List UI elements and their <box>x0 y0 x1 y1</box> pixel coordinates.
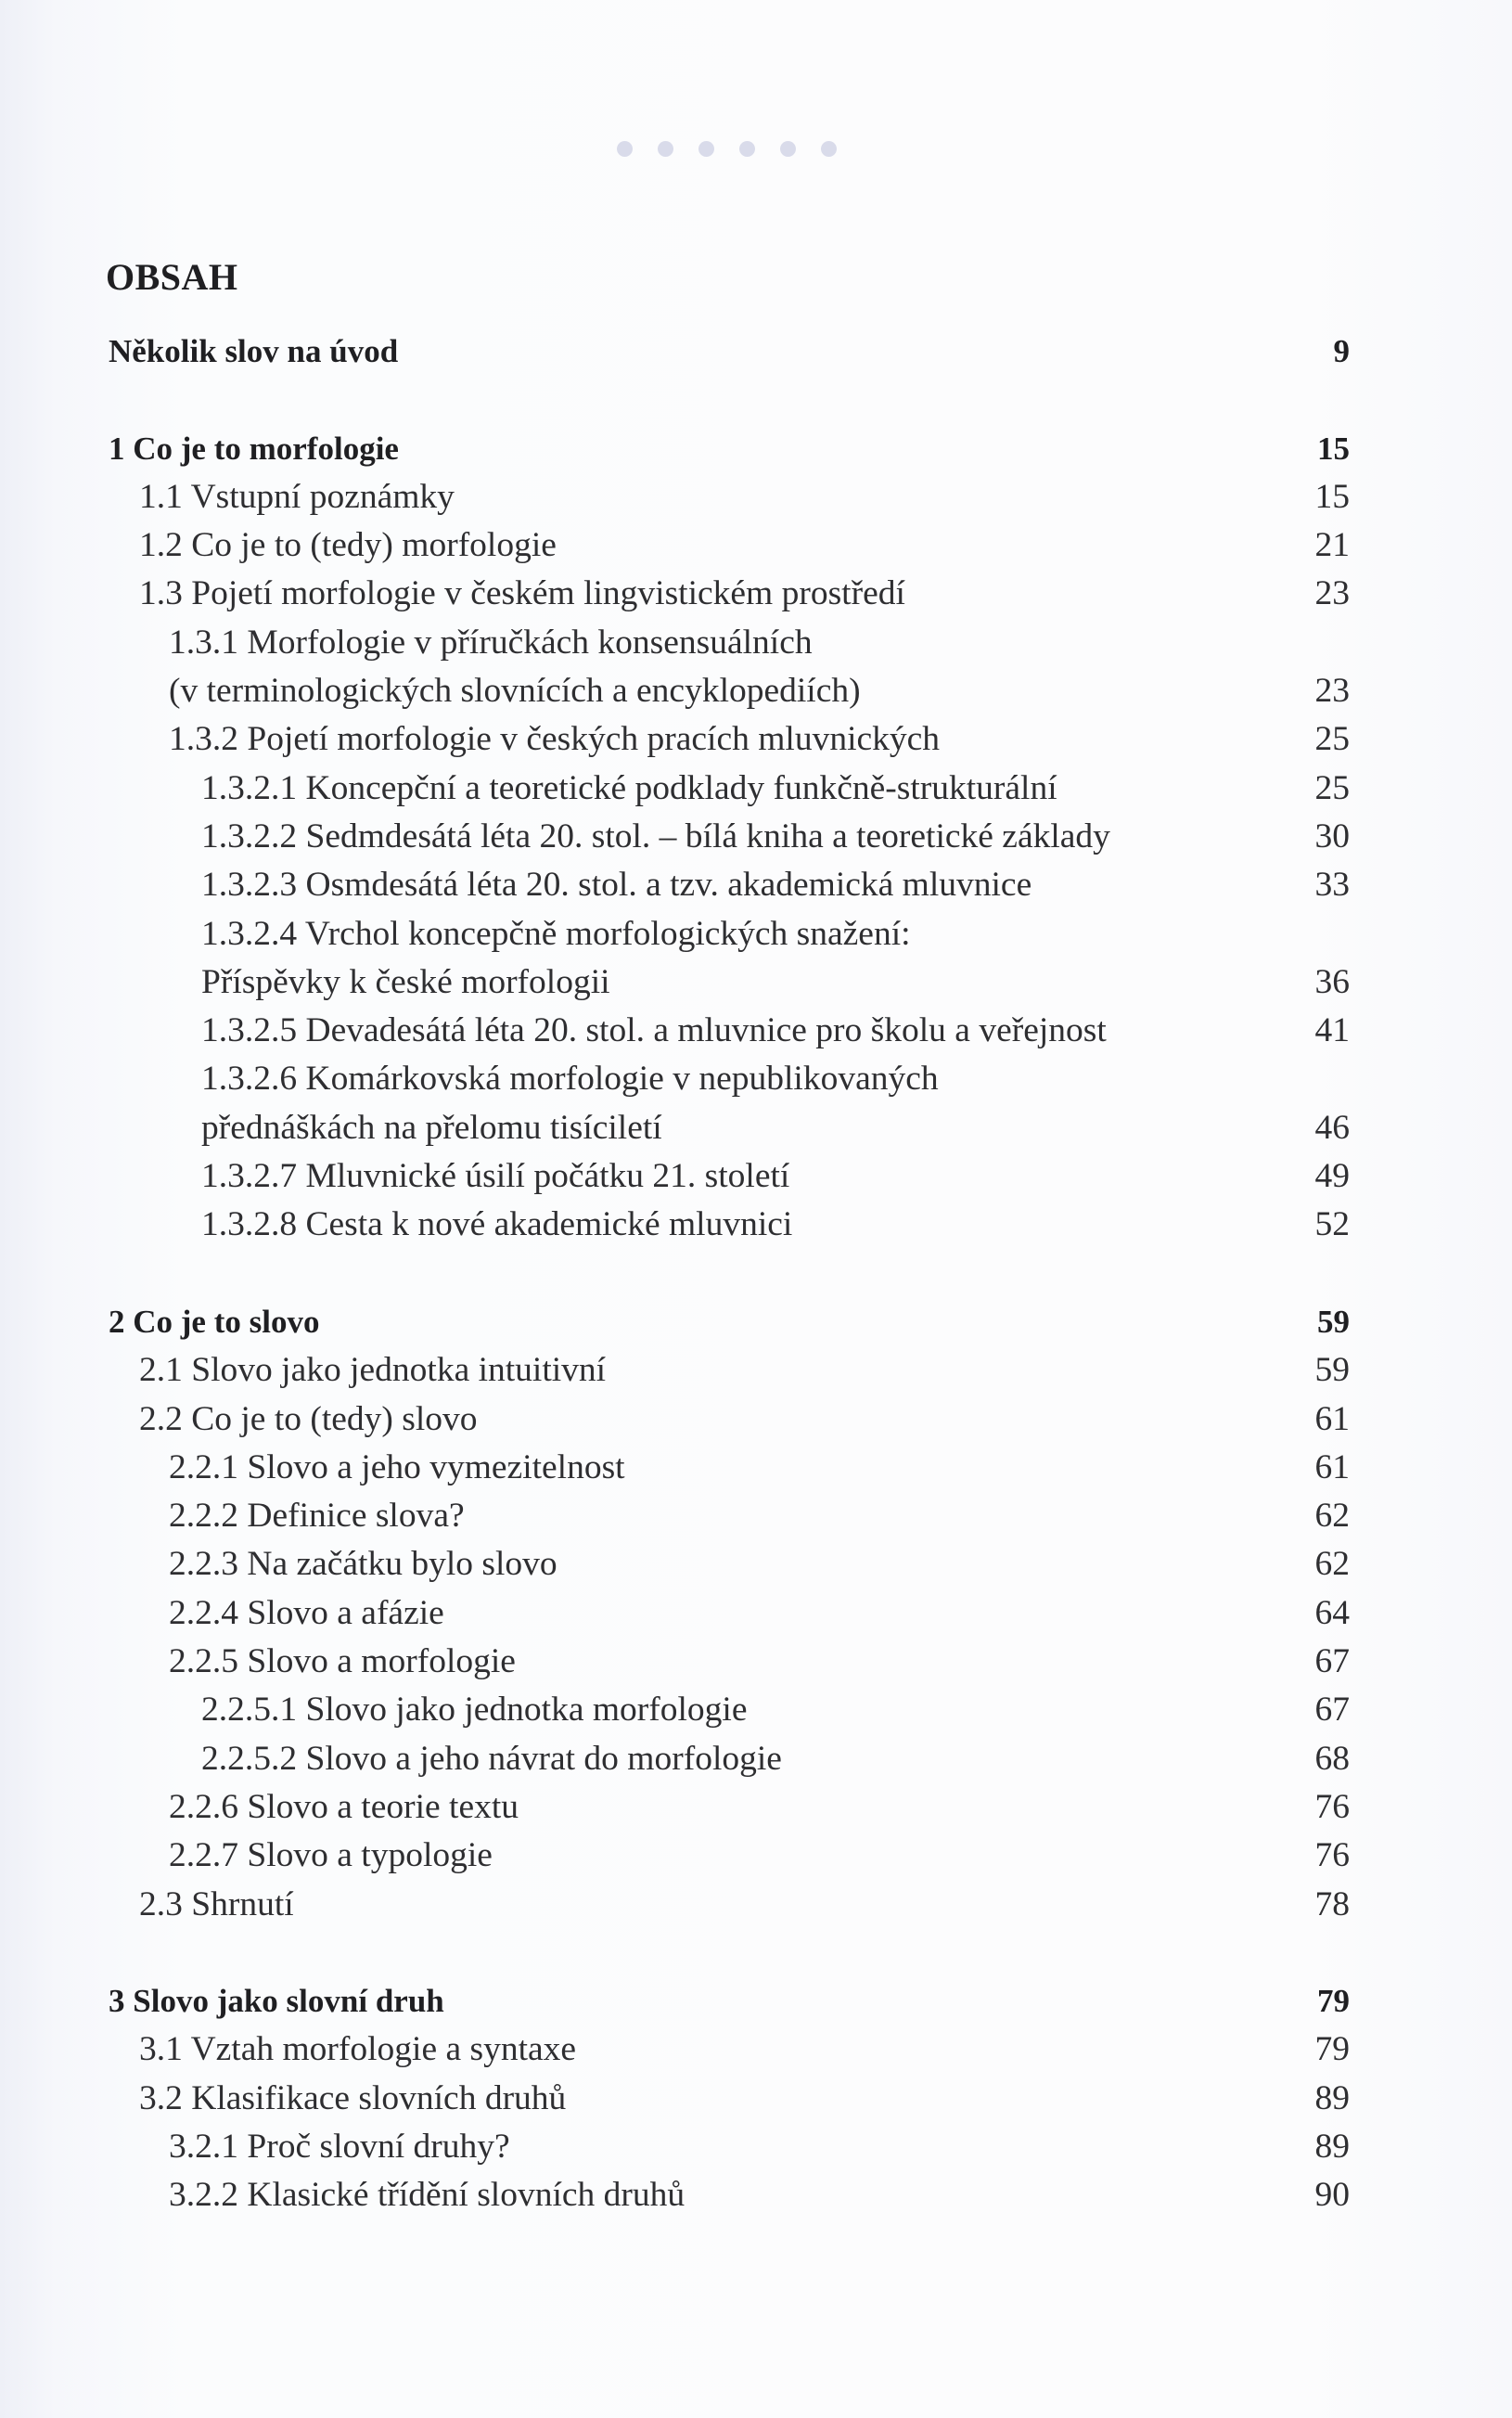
toc-page-number: 15 <box>1314 477 1350 516</box>
toc-entry-title: 2.2.7 Slovo a typologie <box>169 1836 493 1875</box>
toc-page-number: 89 <box>1314 2127 1350 2166</box>
toc-page-number: 49 <box>1314 1157 1350 1196</box>
toc-entry-title: 1.3.2.3 Osmdesátá léta 20. stol. a tzv. akademická mluvnice <box>201 866 1032 905</box>
toc-page-number: 89 <box>1314 2078 1350 2117</box>
toc-page-number: 62 <box>1314 1497 1350 1536</box>
toc-entry-title: 3 Slovo jako slovní druh <box>109 1983 444 2020</box>
toc-page-number: 23 <box>1314 672 1350 711</box>
decorative-dot-ornament <box>617 141 837 157</box>
dot-ornament-icon <box>821 141 837 157</box>
toc-chapter-entry <box>0 1298 1512 1346</box>
toc-chapter-entry <box>0 328 1512 376</box>
toc-section-entry <box>0 765 1512 813</box>
toc-page-number: 52 <box>1314 1205 1350 1244</box>
toc-entry-title: 1.3.2.1 Koncepční a teoretické podklady funkčně-strukturální <box>201 768 1057 807</box>
toc-page-number: 67 <box>1314 1691 1350 1730</box>
dot-ornament-icon <box>739 141 755 157</box>
toc-page-number: 46 <box>1314 1108 1350 1147</box>
toc-page-number: 25 <box>1314 768 1350 807</box>
toc-section-entry <box>0 1881 1512 1929</box>
toc-entry-title: 2.2.5 Slovo a morfologie <box>169 1642 516 1681</box>
toc-page-number: 64 <box>1314 1593 1350 1632</box>
toc-section-entry <box>0 521 1512 570</box>
toc-spacer <box>0 1250 1512 1298</box>
toc-page-number: 59 <box>1317 1303 1350 1340</box>
dot-ornament-icon <box>780 141 796 157</box>
toc-section-entry <box>0 570 1512 618</box>
toc-page-number: 79 <box>1317 1983 1350 2020</box>
page-title: OBSAH <box>106 255 238 298</box>
toc-section-entry <box>0 715 1512 764</box>
toc-section-entry <box>0 2171 1512 2219</box>
toc-entry-title: 3.2 Klasifikace slovních druhů <box>139 2078 567 2117</box>
toc-entry-title: 1.3.2.8 Cesta k nové akademické mluvnici <box>201 1205 793 1244</box>
toc-section-entry <box>0 1832 1512 1880</box>
toc-entry-title: 2.2.2 Definice slova? <box>169 1497 465 1536</box>
toc-page-number: 30 <box>1314 817 1350 855</box>
toc-page-number: 59 <box>1314 1351 1350 1390</box>
dot-ornament-icon <box>698 141 714 157</box>
toc-entry-title: 1.2 Co je to (tedy) morfologie <box>139 526 557 565</box>
toc-section-entry <box>0 1152 1512 1201</box>
dot-ornament-icon <box>658 141 673 157</box>
toc-page-number: 68 <box>1314 1739 1350 1778</box>
toc-section-entry <box>0 1444 1512 1492</box>
toc-page-number: 25 <box>1314 720 1350 759</box>
toc-entry-title: 2.2.1 Slovo a jeho vymezitelnost <box>169 1447 625 1486</box>
toc-section-entry <box>0 1638 1512 1686</box>
toc-entry-title: 2.2 Co je to (tedy) slovo <box>139 1399 478 1438</box>
toc-section-entry <box>0 2026 1512 2074</box>
toc-entry-title: Příspěvky k české morfologii <box>201 962 610 1001</box>
toc-page-number: 41 <box>1314 1011 1350 1050</box>
table-of-contents <box>0 328 1512 2220</box>
toc-entry-title: 1 Co je to morfologie <box>109 430 399 467</box>
toc-entry-title: 1.3.2.4 Vrchol koncepčně morfologických snažení: <box>201 914 911 953</box>
toc-entry-title: 1.3 Pojetí morfologie v českém lingvistickém prostředí <box>139 574 905 613</box>
toc-section-entry <box>0 1540 1512 1588</box>
toc-page-number: 76 <box>1314 1836 1350 1875</box>
toc-entry-title: 3.2.2 Klasické třídění slovních druhů <box>169 2176 686 2215</box>
toc-entry-title: 1.3.1 Morfologie v příručkách konsensuálních <box>169 623 813 662</box>
toc-page-number: 61 <box>1314 1447 1350 1486</box>
toc-page-number: 62 <box>1314 1545 1350 1584</box>
toc-entry-title: 1.3.2.2 Sedmdesátá léta 20. stol. – bílá kniha a teoretické základy <box>201 817 1110 855</box>
toc-page-number: 9 <box>1333 333 1350 369</box>
toc-entry-title: 2.3 Shrnutí <box>139 1884 294 1923</box>
toc-chapter-entry <box>0 1977 1512 2026</box>
toc-section-entry <box>0 1735 1512 1783</box>
toc-section-entry <box>0 2075 1512 2123</box>
toc-page-number: 15 <box>1317 430 1350 467</box>
toc-entry-title: 2.2.4 Slovo a afázie <box>169 1593 444 1632</box>
toc-entry-title: 2 Co je to slovo <box>109 1303 320 1340</box>
toc-entry-title: 2.2.5.1 Slovo jako jednotka morfologie <box>201 1691 748 1730</box>
toc-chapter-entry <box>0 425 1512 473</box>
toc-section-entry <box>0 1201 1512 1249</box>
toc-entry-title: 1.3.2 Pojetí morfologie v českých pracích mluvnických <box>169 720 941 759</box>
toc-section-entry <box>0 667 1512 715</box>
toc-page-number: 61 <box>1314 1399 1350 1438</box>
toc-entry-title: přednáškách na přelomu tisíciletí <box>201 1108 662 1147</box>
toc-section-entry <box>0 1492 1512 1540</box>
toc-section-entry <box>0 1346 1512 1395</box>
toc-section-entry <box>0 813 1512 861</box>
toc-entry-title: 1.3.2.7 Mluvnické úsilí počátku 21. století <box>201 1157 790 1196</box>
toc-section-entry <box>0 861 1512 909</box>
toc-section-entry <box>0 1007 1512 1055</box>
toc-section-entry <box>0 1104 1512 1152</box>
toc-entry-title: 1.1 Vstupní poznámky <box>139 477 455 516</box>
dot-ornament-icon <box>617 141 633 157</box>
toc-section-entry <box>0 1395 1512 1444</box>
toc-entry-title: 3.1 Vztah morfologie a syntaxe <box>139 2030 577 2069</box>
toc-entry-title: (v terminologických slovnících a encyklopediích) <box>169 672 861 711</box>
toc-page-number: 21 <box>1314 526 1350 565</box>
toc-section-entry <box>0 619 1512 667</box>
toc-entry-title: 2.2.6 Slovo a teorie textu <box>169 1787 519 1826</box>
toc-page-number: 36 <box>1314 962 1350 1001</box>
toc-page-number: 23 <box>1314 574 1350 613</box>
toc-spacer <box>0 1929 1512 1977</box>
toc-entry-title: 2.2.3 Na začátku bylo slovo <box>169 1545 557 1584</box>
toc-entry-title: 1.3.2.6 Komárkovská morfologie v nepublikovaných <box>201 1060 939 1099</box>
toc-section-entry <box>0 1055 1512 1103</box>
toc-page-number: 90 <box>1314 2176 1350 2215</box>
toc-entry-title: 2.2.5.2 Slovo a jeho návrat do morfologie <box>201 1739 782 1778</box>
toc-page-number: 33 <box>1314 866 1350 905</box>
toc-page-number: 76 <box>1314 1787 1350 1826</box>
toc-entry-title: 1.3.2.5 Devadesátá léta 20. stol. a mluvnice pro školu a veřejnost <box>201 1011 1107 1050</box>
toc-entry-title: 2.1 Slovo jako jednotka intuitivní <box>139 1351 607 1390</box>
toc-spacer <box>0 376 1512 424</box>
toc-entry-title: Několik slov na úvod <box>109 333 399 369</box>
toc-section-entry <box>0 2123 1512 2171</box>
toc-page-number: 79 <box>1314 2030 1350 2069</box>
toc-section-entry <box>0 1686 1512 1734</box>
toc-page-number: 67 <box>1314 1642 1350 1681</box>
toc-section-entry <box>0 1783 1512 1832</box>
toc-page-number: 78 <box>1314 1884 1350 1923</box>
toc-section-entry <box>0 473 1512 521</box>
toc-entry-title: 3.2.1 Proč slovní druhy? <box>169 2127 510 2166</box>
toc-section-entry <box>0 958 1512 1007</box>
toc-section-entry <box>0 910 1512 958</box>
toc-section-entry <box>0 1589 1512 1638</box>
